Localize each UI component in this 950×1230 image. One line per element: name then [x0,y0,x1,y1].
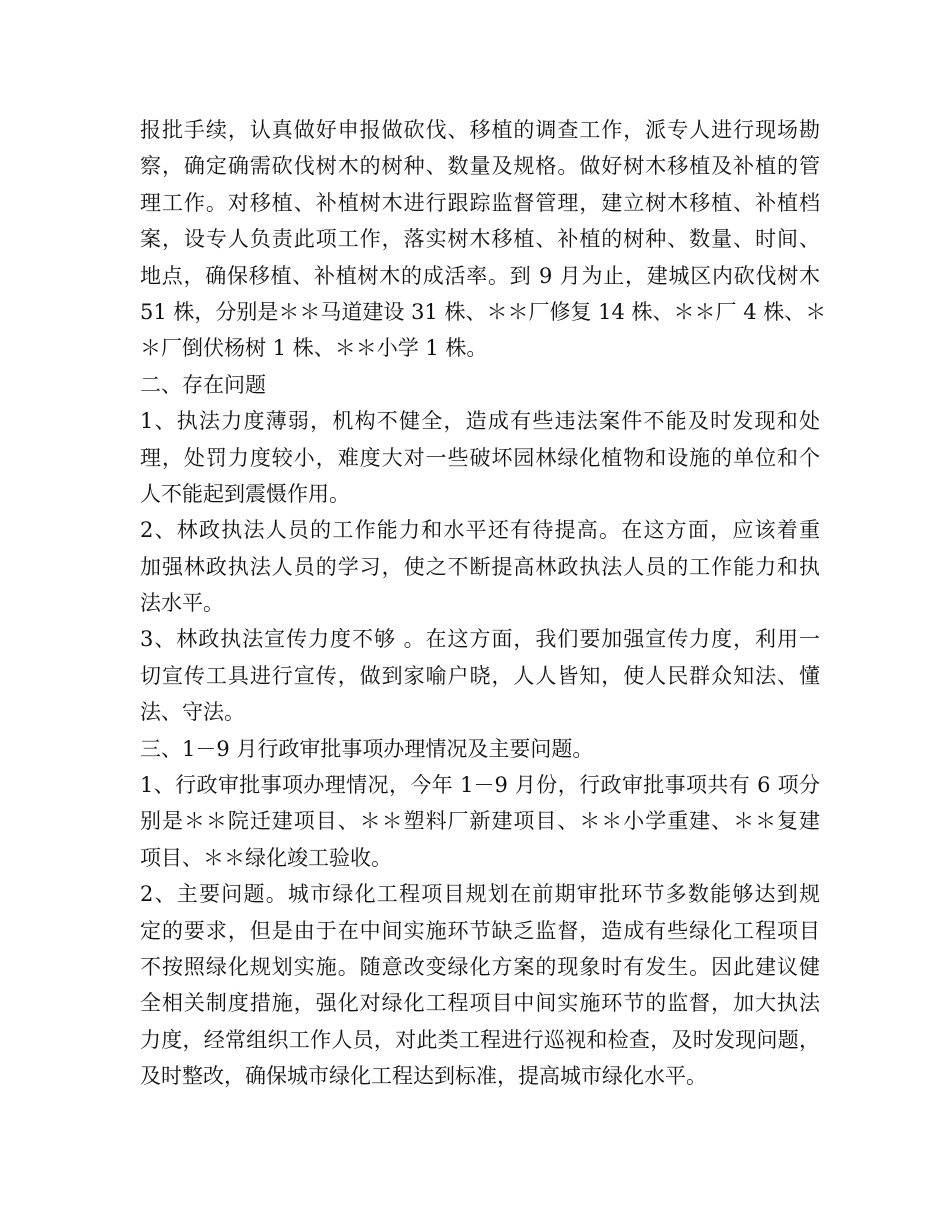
document-body [140,112,827,1095]
paragraph-line: 全相关制度措施，强化对绿化工程项目中间实施环节的监督，加大执法 [140,991,820,1016]
paragraph-line: 察，确定确需砍伐树木的树种、数量及规格。做好树木移植及补植的管 [140,154,820,179]
paragraph-line: 2、林政执法人员的工作能力和水平还有待提高。在这方面，应该着重 [140,518,820,543]
paragraph-line: 加强林政执法人员的学习，使之不断提高林政执法人员的工作能力和执 [140,554,820,579]
paragraph-line: 案，设专人负责此项工作，落实树木移植、补植的树种、数量、时间、 [140,227,820,252]
paragraph-line: 51 株，分别是＊＊马道建设 31 株、＊＊厂修复 14 株、＊＊厂 4 株、＊ [140,299,827,324]
paragraph-line: 及时整改，确保城市绿化工程达到标准，提高城市绿化水平。 [140,1064,707,1089]
paragraph-line: 1、行政审批事项办理情况，今年 1－9 月份，行政审批事项共有 6 项分 [140,773,820,798]
paragraph-line: 不按照绿化规划实施。随意改变绿化方案的现象时有发生。因此建议健 [140,954,820,979]
paragraph-line: 理工作。对移植、补植树木进行跟踪监督管理，建立树木移植、补植档 [140,190,820,215]
paragraph-line: 地点，确保移植、补植树木的成活率。到 9 月为止，建城区内砍伐树木 [140,263,820,288]
paragraph-line: 法水平。 [140,591,224,616]
paragraph-line: 理，处罚力度较小，难度大对一些破坏园林绿化植物和设施的单位和个 [140,445,820,470]
paragraph-line: 人不能起到震慑作用。 [140,481,350,506]
section-heading: 三、1－9 月行政审批事项办理情况及主要问题。 [140,736,594,761]
section-heading: 二、存在问题 [140,372,266,397]
paragraph-line: 报批手续，认真做好申报做砍伐、移植的调查工作，派专人进行现场勘 [140,118,820,142]
paragraph-line: 项目、＊＊绿化竣工验收。 [140,845,392,870]
paragraph-line: 1、执法力度薄弱，机构不健全，造成有些违法案件不能及时发现和处 [140,409,820,434]
paragraph-line: 3、林政执法宣传力度不够 。在这方面，我们要加强宣传力度，利用一 [140,627,820,652]
paragraph-line: 切宣传工具进行宣传，做到家喻户晓，人人皆知，使人民群众知法、懂 [140,663,820,688]
paragraph-line: 法、守法。 [140,700,245,725]
paragraph-line: ＊厂倒伏杨树 1 株、＊＊小学 1 株。 [140,336,488,361]
paragraph-line: 别是＊＊院迁建项目、＊＊塑料厂新建项目、＊＊小学重建、＊＊复建 [140,809,820,834]
paragraph-line: 2、主要问题。城市绿化工程项目规划在前期审批环节多数能够达到规 [140,882,820,907]
paragraph-line: 力度，经常组织工作人员，对此类工程进行巡视和检查，及时发现问题， [140,1027,820,1052]
paragraph-line: 定的要求，但是由于在中间实施环节缺乏监督，造成有些绿化工程项目 [140,918,820,943]
